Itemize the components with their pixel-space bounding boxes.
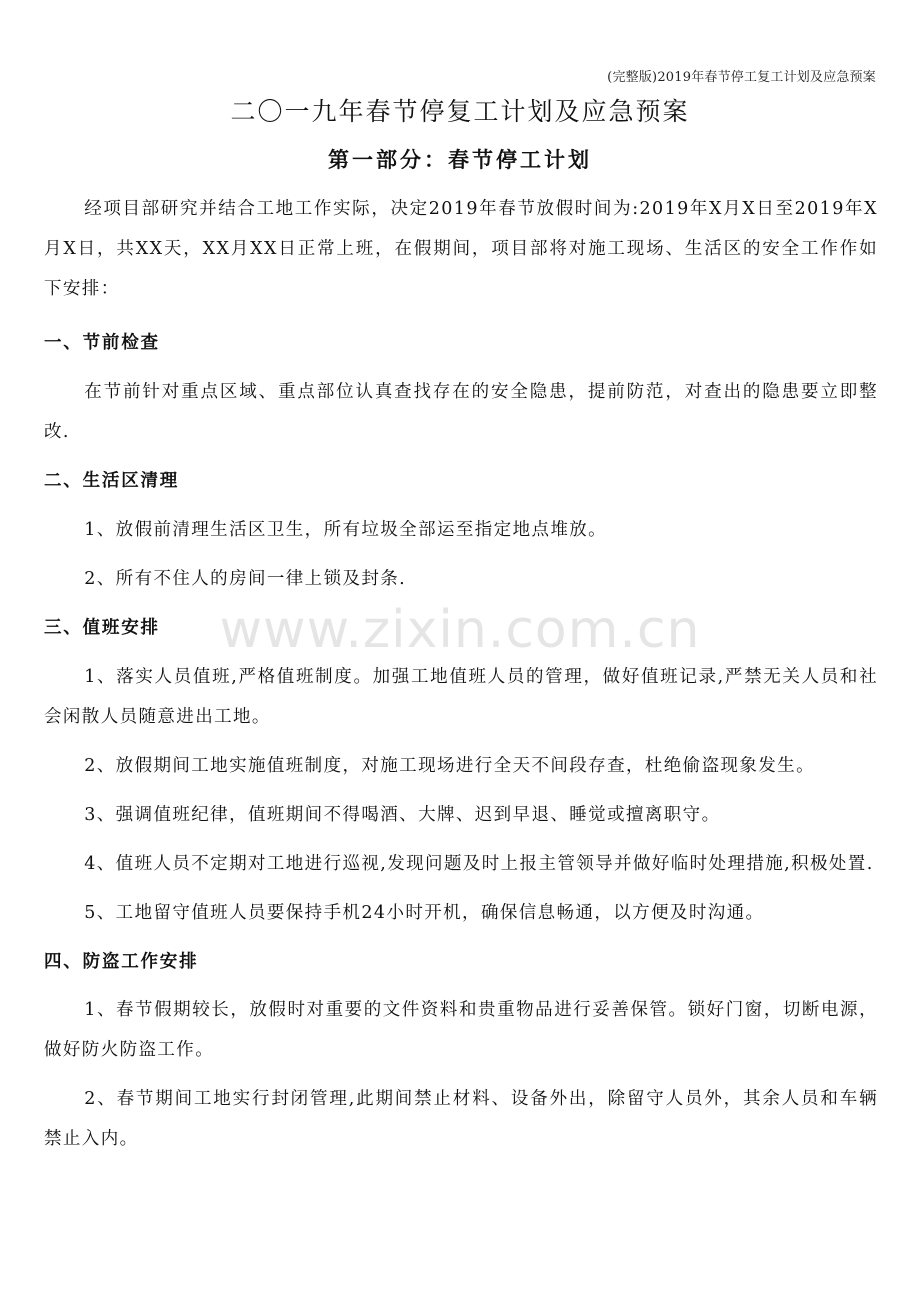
document-title: 二〇一九年春节停复工计划及应急预案 bbox=[230, 97, 690, 126]
section-heading-living-area-cleanup: 二、生活区清理 bbox=[44, 471, 180, 491]
section-paragraph: 1、落实人员值班,严格值班制度。加强工地值班人员的管理，做好值班记录,严禁无关人员和社会闲散人员随意进出工地。 bbox=[44, 667, 878, 727]
section-paragraph: 5、工地留守值班人员要保持手机24小时开机，确保信息畅通，以方便及时沟通。 bbox=[84, 903, 765, 923]
watermark: www.zixin.com.cn bbox=[219, 600, 701, 660]
section-paragraph: 2、所有不住人的房间一律上锁及封条. bbox=[84, 569, 407, 589]
section-paragraph: 1、放假前清理生活区卫生，所有垃圾全部运至指定地点堆放。 bbox=[84, 520, 608, 540]
section-paragraph: 4、值班人员不定期对工地进行巡视,发现问题及时上报主管领导并做好临时处理措施,积极处置. bbox=[84, 854, 874, 874]
section-paragraph: 在节前针对重点区域、重点部位认真查找存在的安全隐患，提前防范，对查出的隐患要立即整改. bbox=[44, 382, 878, 442]
section-paragraph: 1、春节假期较长，放假时对重要的文件资料和贵重物品进行妥善保管。锁好门窗，切断电源，做好防火防盗工作。 bbox=[44, 1000, 878, 1060]
section-paragraph: 3、强调值班纪律，值班期间不得喝酒、大牌、迟到早退、睡觉或擅离职守。 bbox=[84, 805, 721, 825]
section-paragraph: 2、放假期间工地实施值班制度，对施工现场进行全天不间段存查，杜绝偷盗现象发生。 bbox=[84, 756, 815, 776]
section-heading-pre-holiday-check: 一、节前检查 bbox=[44, 333, 160, 353]
document-subtitle: 第一部分：春节停工计划 bbox=[328, 147, 592, 172]
running-header: (完整版)2019年春节停工复工计划及应急预案 bbox=[607, 70, 876, 85]
section-heading-duty-arrangement: 三、值班安排 bbox=[44, 618, 160, 638]
intro-paragraph: 经项目部研究并结合工地工作实际，决定2019年春节放假时间为:2019年X月X日至2019年X月X日，共XX天，XX月XX日正常上班，在假期间，项目部将对施工现场、生活区的安全工作作如下安排： bbox=[44, 199, 878, 299]
section-heading-anti-theft: 四、防盗工作安排 bbox=[44, 952, 199, 972]
section-paragraph: 2、春节期间工地实行封闭管理,此期间禁止材料、设备外出，除留守人员外，其余人员和车辆禁止入内。 bbox=[44, 1089, 878, 1149]
document-body bbox=[44, 189, 878, 1168]
